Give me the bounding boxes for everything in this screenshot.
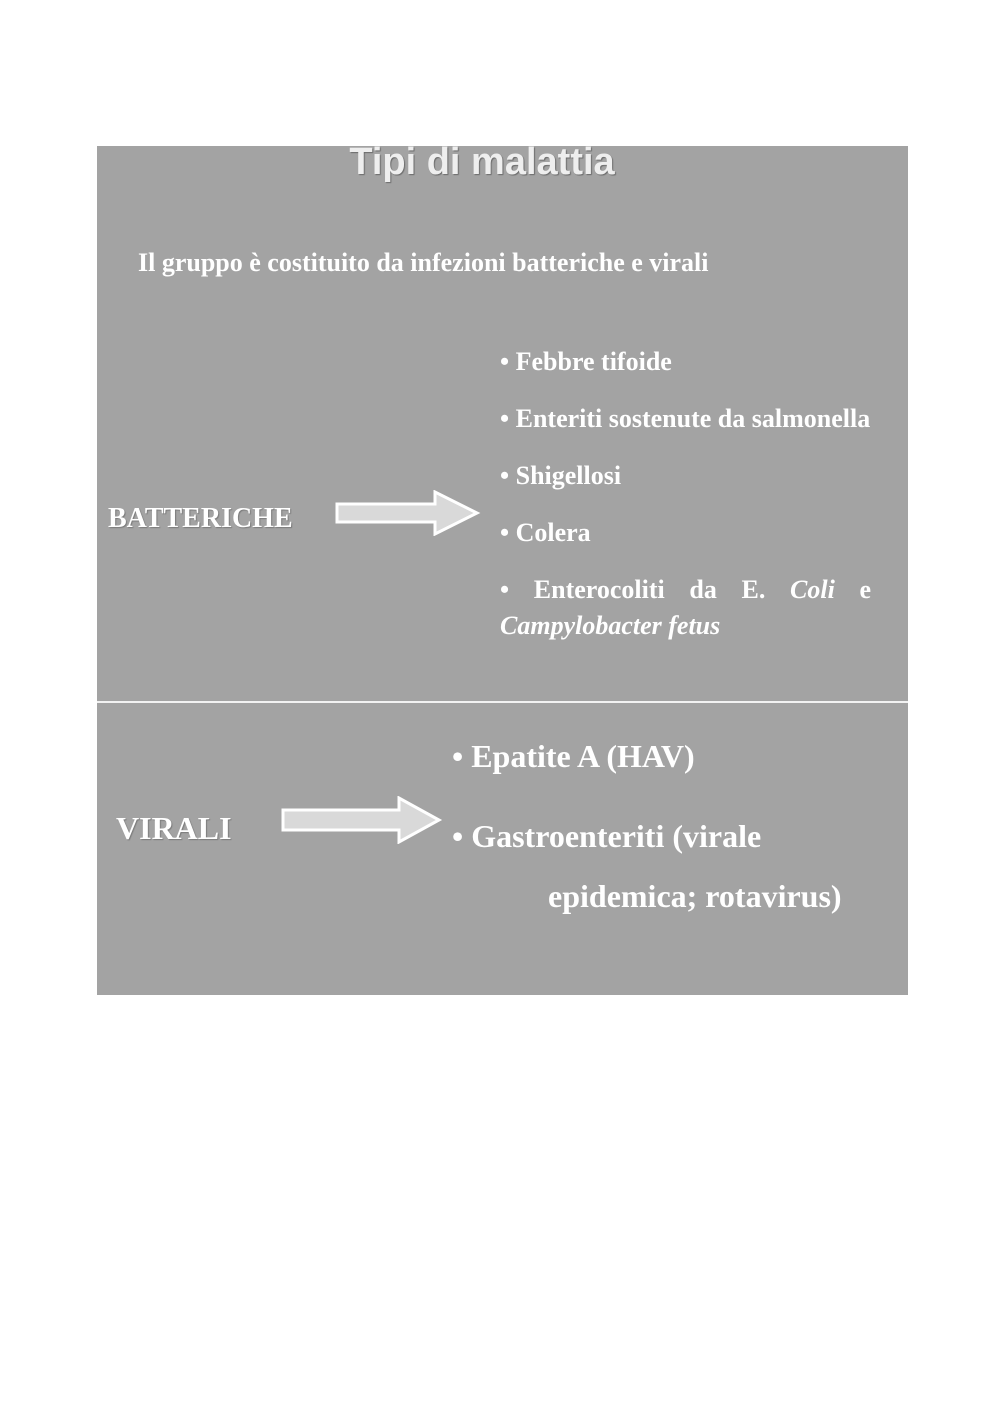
arrow-right-icon xyxy=(335,490,481,536)
viral-label: VIRALI xyxy=(116,810,232,846)
slide-title: Tipi di malattia xyxy=(349,141,615,183)
list-item-prefix: • Enterocoliti da E. xyxy=(500,575,790,604)
intro-text: Il gruppo è costituito da infezioni batteriche e virali xyxy=(138,248,709,277)
list-item-species: Campylobacter fetus xyxy=(500,611,721,640)
list-item-and: e xyxy=(834,575,871,604)
list-item: • Epatite A (HAV) xyxy=(452,738,695,774)
list-item: • Febbre tifoide xyxy=(500,347,672,376)
list-item-line1: • Gastroenteriti (virale xyxy=(452,818,762,854)
list-item: • Shigellosi xyxy=(500,461,622,490)
viral-list xyxy=(452,736,902,916)
list-item: • Colera xyxy=(500,518,591,547)
bacterial-list xyxy=(500,344,871,665)
list-item xyxy=(452,816,902,916)
list-item xyxy=(500,572,871,644)
list-item-coli: Coli xyxy=(790,575,835,604)
slide-panel xyxy=(97,141,908,995)
bacterial-label: BATTERICHE xyxy=(108,503,293,534)
list-item: • Enteriti sostenute da salmonella xyxy=(500,404,871,433)
section-divider xyxy=(97,701,908,703)
list-item-line2: epidemica; rotavirus) xyxy=(548,878,842,914)
arrow-right-icon xyxy=(281,796,443,844)
